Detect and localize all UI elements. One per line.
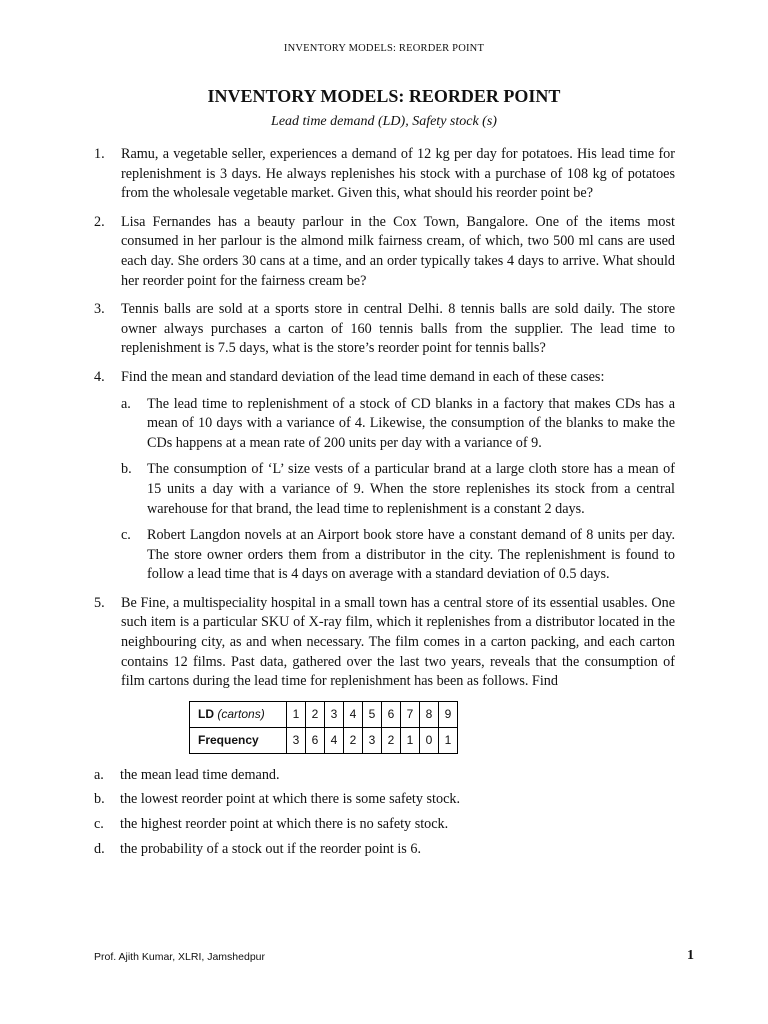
ld-cell: 3 [325, 701, 344, 727]
question-number: 4. [94, 368, 105, 385]
frequency-cell: 2 [344, 727, 363, 753]
ld-header-cell [190, 701, 287, 727]
question-number: 1. [94, 146, 105, 162]
frequency-cell: 1 [439, 727, 458, 753]
sub-question-label: c. [121, 527, 131, 544]
ld-cell: 8 [420, 701, 439, 727]
frequency-header-cell: Frequency [190, 727, 287, 753]
question-5 [94, 594, 675, 692]
ld-cell: 5 [363, 701, 382, 727]
question-text: Lisa Fernandes has a beauty parlour in the Cox Town, Bangalore. One of the items most consumed in her parlour is the almond milk fairness cream, of which, two 500 ml cans are used each day. She orders 30 cans at a time, and an order typically takes 4 days to arrive. What should her reorder point for the fairness cream be? [121, 213, 675, 289]
frequency-cell: 2 [382, 727, 401, 753]
frequency-cell: 0 [420, 727, 439, 753]
sub-question-text: the mean lead time demand. [120, 766, 280, 783]
question-number: 5. [94, 594, 105, 611]
sub-question-text: the highest reorder point at which there is no safety stock. [120, 816, 449, 833]
ld-cell: 7 [401, 701, 420, 727]
ld-cell: 4 [344, 701, 363, 727]
lead-time-demand-table [189, 701, 458, 754]
sub-question-4c [121, 526, 675, 585]
sub-question-5a [94, 766, 675, 786]
page-number: 1 [687, 948, 694, 963]
ld-cell: 6 [382, 701, 401, 727]
ld-unit: (cartons) [217, 706, 265, 721]
question-text: Tennis balls are sold at a sports store in central Delhi. 8 tennis balls are sold daily. The store owner always purchases a carton of 160 tennis balls from the supplier. The lead time to replenishment is 7.5 days, what is the store’s reorder point for tennis balls? [121, 301, 675, 357]
page-footer: Prof. Ajith Kumar, XLRI, Jamshedpur [94, 951, 265, 963]
question-4 [94, 368, 675, 585]
sub-question-4a [121, 395, 675, 454]
ld-cell: 1 [287, 701, 306, 727]
question-number: 3. [94, 301, 105, 318]
frequency-cell: 4 [325, 727, 344, 753]
ld-cell: 9 [439, 701, 458, 727]
frequency-cell: 3 [363, 727, 382, 753]
page-title: INVENTORY MODELS: REORDER POINT [207, 86, 561, 106]
sub-question-5d [94, 840, 675, 860]
sub-question-label: b. [121, 461, 132, 478]
running-header: INVENTORY MODELS: REORDER POINT [283, 43, 485, 54]
question-text: Ramu, a vegetable seller, experiences a demand of 12 kg per day for potatoes. His lead time for replenishment is 3 days. He always replenishes his stock with a purchase of 108 kg of potatoes from the wholesale vegetable market. Given this, what should his reorder point be? [121, 146, 675, 202]
question-text: Be Fine, a multispeciality hospital in a small town has a central store of its essential usables. One such item is a particular SKU of X-ray film, which it replenishes from a distributor located in the neighbouring city, as and when necessary. The film comes in a carton packing, and each carton contains 12 films. Past data, gathered over the last two years, reveals that the consumption of film cartons during the lead time for replenishment has been as follows. Find [121, 594, 675, 690]
sub-question-list [121, 395, 675, 585]
frequency-cell: 6 [306, 727, 325, 753]
frequency-cell: 3 [287, 727, 306, 753]
ld-cell: 2 [306, 701, 325, 727]
sub-question-text: the probability of a stock out if the reorder point is 6. [120, 840, 422, 857]
sub-question-label: c. [94, 816, 104, 833]
question-text: Find the mean and standard deviation of the lead time demand in each of these cases: [121, 368, 605, 385]
ld-row [190, 701, 458, 727]
sub-question-label: a. [121, 395, 131, 412]
sub-question-text: The consumption of ‘L’ size vests of a particular brand at a large cloth store has a mean of 15 units a day with a variance of 9. When the store replenishes its stock from a central warehouse for that brand, the lead time to replenishment is a constant 2 days. [147, 461, 675, 517]
sub-question-text: the lowest reorder point at which there is some safety stock. [120, 791, 461, 808]
sub-question-label: b. [94, 791, 105, 808]
question-2 [94, 213, 675, 291]
sub-question-label: d. [94, 840, 105, 857]
frequency-cell: 1 [401, 727, 420, 753]
ld-label: LD [198, 706, 214, 721]
question-list [94, 145, 675, 864]
question-3 [94, 300, 675, 359]
sub-question-text: The lead time to replenishment of a stock of CD blanks in a factory that makes CDs has a mean of 10 days with a variance of 4. Likewise, the consumption of the blanks to make the CDs happens at a mean rate of 200 units per day with a variance of 9. [147, 395, 675, 451]
question-number: 2. [94, 213, 105, 230]
sub-question-4b [121, 460, 675, 519]
question-1 [94, 145, 675, 204]
page-subtitle: Lead time demand (LD), Safety stock (s) [271, 114, 497, 129]
sub-question-text: Robert Langdon novels at an Airport book store have a constant demand of 8 units per day. The store owner orders them from a distributor in the city. The replenishment is found to follow a lead time that is 4 days on average with a standard deviation of 0.5 days. [147, 527, 675, 583]
sub-question-5c [94, 815, 675, 835]
sub-question-5b [94, 790, 675, 810]
frequency-row [190, 727, 458, 753]
sub-question-label: a. [94, 766, 104, 783]
